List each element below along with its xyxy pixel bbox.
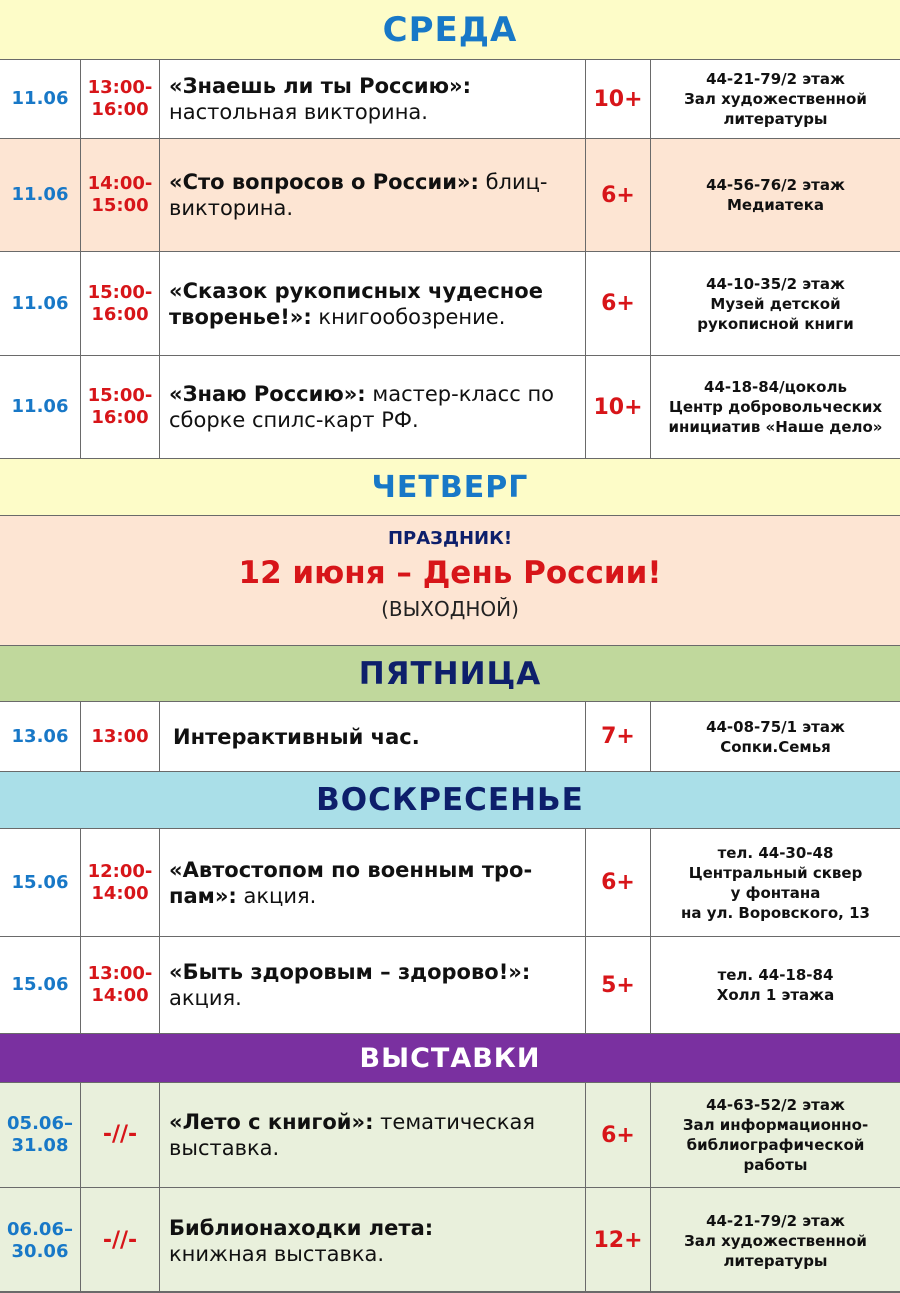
event-date: 11.06 — [0, 252, 81, 355]
event-location: 44-21-79/2 этаж Зал художественной литературы — [684, 1211, 867, 1270]
event-text: блиц-викторина. — [169, 170, 548, 220]
event-description — [160, 937, 586, 1033]
event-text: мастер-класс по сборке спилс-карт РФ. — [169, 382, 555, 432]
event-title: «Сказок рукописных чудесное творенье!»: — [169, 278, 543, 329]
event-time: 13:00- 14:00 — [81, 937, 160, 1033]
event-description — [160, 829, 586, 936]
event-date: 15.06 — [0, 937, 81, 1033]
holiday-title: 12 июня – День России! — [238, 555, 662, 591]
event-time: 13:00- 16:00 — [81, 60, 160, 138]
holiday-banner — [0, 515, 900, 645]
exhibition-dates: 05.06– 31.08 — [0, 1083, 81, 1187]
event-date: 13.06 — [0, 702, 81, 771]
age-rating: 10+ — [586, 356, 651, 458]
holiday-note: (ВЫХОДНОЙ) — [381, 597, 519, 621]
age-rating: 6+ — [586, 829, 651, 936]
event-description — [160, 1083, 586, 1187]
event-date: 15.06 — [0, 829, 81, 936]
age-rating: 6+ — [586, 139, 651, 251]
event-time: 13:00 — [81, 702, 160, 771]
event-row — [0, 828, 900, 936]
event-row — [0, 701, 900, 771]
exhibitions-header: ВЫСТАВКИ — [0, 1033, 900, 1082]
event-title: Библионаходки лета: — [169, 1215, 434, 1240]
event-description — [160, 702, 586, 771]
holiday-label: ПРАЗДНИК! — [387, 528, 513, 549]
event-date: 11.06 — [0, 60, 81, 138]
event-time: 14:00- 15:00 — [81, 139, 160, 251]
event-row — [0, 251, 900, 355]
event-date: 11.06 — [0, 356, 81, 458]
event-location: 44-10-35/2 этаж Музей детской рукописной книги — [697, 274, 854, 333]
age-rating: 7+ — [586, 702, 651, 771]
event-title: «Знаешь ли ты Россию»: — [169, 74, 471, 98]
event-text: акция. — [169, 986, 242, 1010]
event-row — [0, 355, 900, 458]
age-rating: 6+ — [586, 1083, 651, 1187]
event-text: настольная викторина. — [169, 100, 428, 124]
exhibition-time: -//- — [81, 1188, 160, 1293]
exhibition-row — [0, 1082, 900, 1187]
event-description — [160, 1188, 586, 1293]
friday-header: ПЯТНИЦА — [0, 645, 900, 701]
event-title: Интерактивный час. — [173, 724, 420, 749]
event-date: 11.06 — [0, 139, 81, 251]
event-location: тел. 44-30-48 Центральный сквер у фонтана на ул. Воровского, 13 — [681, 843, 870, 922]
event-description — [160, 252, 586, 355]
event-title: «Автостопом по военным тро-пам»: — [169, 857, 533, 908]
event-location: 44-63-52/2 этаж Зал информационно- библиографической работы — [682, 1096, 869, 1174]
event-row — [0, 936, 900, 1033]
event-title: «Знаю Россию»: — [169, 382, 366, 406]
event-description — [160, 60, 586, 138]
event-title: «Быть здоровым – здорово!»: — [169, 960, 531, 984]
exhibition-dates: 06.06– 30.06 — [0, 1188, 81, 1293]
event-location: 44-08-75/1 этаж Сопки.Семья — [706, 717, 845, 756]
event-description — [160, 139, 586, 251]
sunday-header: ВОСКРЕСЕНЬЕ — [0, 771, 900, 828]
exhibition-row — [0, 1187, 900, 1293]
age-rating: 6+ — [586, 252, 651, 355]
event-title: «Сто вопросов о России»: — [169, 170, 479, 194]
event-location: 44-21-79/2 этаж Зал художественной литературы — [684, 70, 867, 128]
event-description — [160, 356, 586, 458]
event-row — [0, 138, 900, 251]
event-title: «Лето с книгой»: — [169, 1110, 374, 1134]
event-time: 15:00- 16:00 — [81, 356, 160, 458]
event-time: 15:00- 16:00 — [81, 252, 160, 355]
event-text: книгообозрение. — [311, 304, 506, 329]
age-rating: 10+ — [586, 60, 651, 138]
event-text: акция. — [236, 883, 317, 908]
event-row — [0, 59, 900, 138]
age-rating: 5+ — [586, 937, 651, 1033]
thursday-header: ЧЕТВЕРГ — [0, 458, 900, 515]
event-text: книжная выставка. — [169, 1241, 385, 1266]
event-location: тел. 44-18-84 Холл 1 этажа — [716, 966, 835, 1004]
event-time: 12:00- 14:00 — [81, 829, 160, 936]
event-location: 44-56-76/2 этаж Медиатека — [706, 176, 845, 214]
event-location: 44-18-84/цоколь Центр добровольческих инициатив «Наше дело» — [668, 378, 883, 436]
exhibition-time: -//- — [81, 1083, 160, 1187]
age-rating: 12+ — [586, 1188, 651, 1293]
wednesday-header: СРЕДА — [0, 0, 900, 59]
event-text: тематическая выставка. — [169, 1110, 535, 1160]
